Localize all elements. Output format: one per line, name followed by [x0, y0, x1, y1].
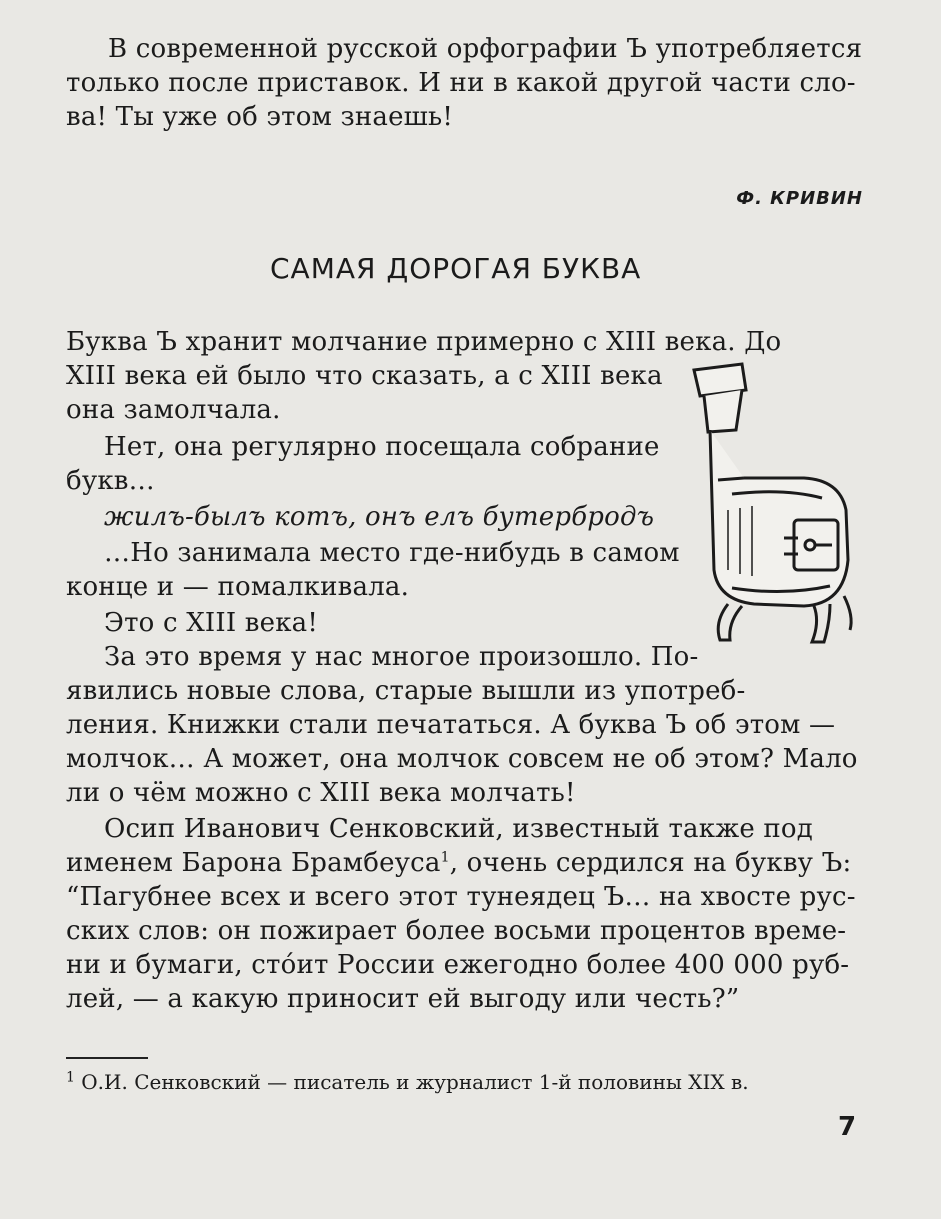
body-line-9: Это с XIII века!	[104, 608, 319, 638]
body-line-16	[66, 846, 851, 880]
intro-line-1: В современной русской орфографии Ъ употребляется	[108, 34, 863, 64]
body-line-10: За это время у нас многое произошло. По-	[104, 642, 699, 672]
footnote	[66, 1070, 749, 1094]
epigraph-author: Ф. КРИВИН	[736, 188, 863, 209]
intro-line-2: только после приставок. И ни в какой другой части сло-	[66, 68, 856, 98]
page-number: 7	[838, 1112, 857, 1142]
old-orthography-example: жилъ-былъ котъ, онъ елъ бутербродъ	[104, 502, 655, 532]
intro-line-3: ва! Ты уже об этом знаешь!	[66, 102, 454, 132]
quote-line-4: лей, — а какую приносит ей выгоду или честь?”	[66, 984, 740, 1014]
quote-line-2: ских слов: он пожирает более восьми процентов време-	[66, 916, 847, 946]
body-line-3: она замолчала.	[66, 395, 281, 425]
body-line-12: ления. Книжки стали печататься. А буква Ъ об этом —	[66, 710, 836, 740]
body-line-11: явились новые слова, старые вышли из употреб-	[66, 676, 746, 706]
body-line-8: конце и — помалкивала.	[66, 572, 410, 602]
body-line-15: Осип Иванович Сенковский, известный также под	[104, 814, 813, 844]
hard-sign-stove-illustration	[684, 360, 864, 650]
quote-line-1: “Пагубнее всех и всего этот тунеядец Ъ… на хвосте рус-	[66, 882, 856, 912]
body-line-2: XIII века ей было что сказать, а с XIII века	[66, 361, 663, 391]
chapter-title: САМАЯ ДОРОГАЯ БУКВА	[270, 252, 642, 285]
body-line-1: Буква Ъ хранит молчание примерно с XIII века. До	[66, 327, 782, 357]
footnote-divider	[66, 1057, 148, 1059]
body-line-16-end: , очень сердился на букву Ъ:	[449, 848, 852, 878]
footnote-reference: 1	[440, 849, 450, 866]
body-line-16-start: именем Барона Брамбеуса	[66, 848, 441, 878]
quote-line-3: ни и бумаги, стóит России ежегодно более 400 000 руб-	[66, 950, 850, 980]
body-line-14: ли о чём можно с XIII века молчать!	[66, 778, 576, 808]
body-line-7: …Но занимала место где-нибудь в самом	[104, 538, 680, 568]
body-line-4: Нет, она регулярно посещала собрание	[104, 432, 660, 462]
body-line-5: букв…	[66, 466, 155, 496]
footnote-mark: 1	[66, 1069, 75, 1086]
footnote-text: О.И. Сенковский — писатель и журналист 1-й половины XIX в.	[74, 1070, 749, 1094]
body-line-13: молчок… А может, она молчок совсем не об этом? Мало	[66, 744, 858, 774]
